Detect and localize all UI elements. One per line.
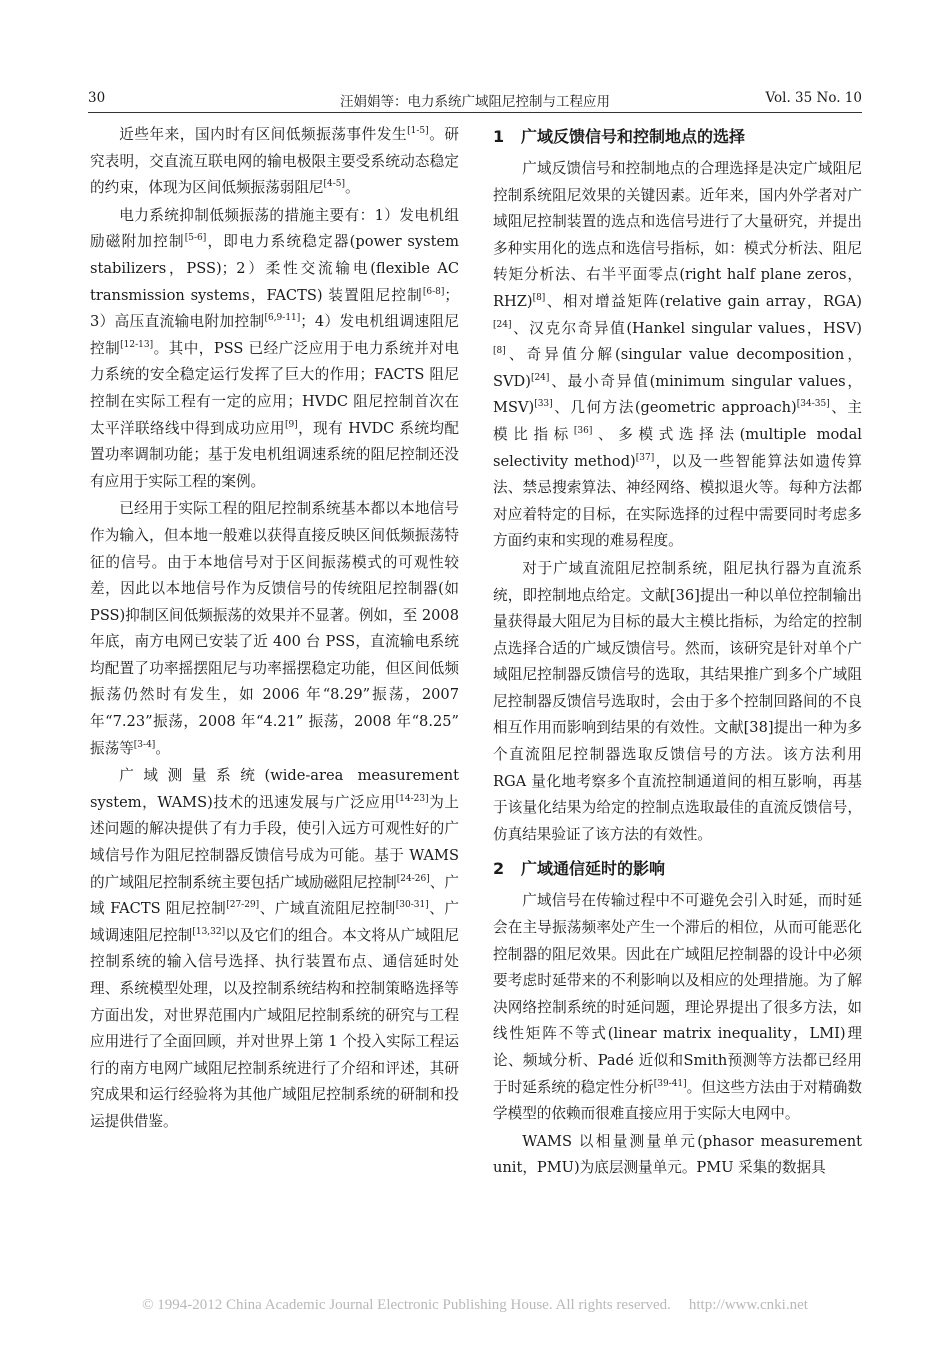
citation: [24] — [493, 319, 512, 330]
cnki-link[interactable]: http://www.cnki.net — [688, 1297, 808, 1313]
citation: [8] — [532, 292, 546, 303]
citation: [39-41] — [653, 1078, 687, 1089]
citation: [9] — [285, 419, 298, 430]
section-heading-1: 1 广域反馈信号和控制地点的选择 — [493, 127, 746, 146]
citation: [1-5] — [407, 126, 429, 136]
citation: [14-23] — [395, 793, 429, 804]
copyright-footer — [0, 1297, 950, 1314]
right-column — [493, 122, 862, 1183]
citation: [24] — [530, 372, 550, 383]
running-title: 汪娟娟等：电力系统广域阻尼控制与工程应用 — [340, 94, 610, 110]
citation: [5-6] — [184, 233, 207, 244]
left-column — [90, 122, 459, 1137]
paragraph: 对于广域直流阻尼控制系统，阻尼执行器为直流系统，即控制地点给定。文献[36]提出一种以单位控制输出量获得最大阻尼为目标的最大主模比指标，为给定的控制点选择合适的广域反馈信号。然而，该研究是针对单个广域阻尼控制器反馈信号的选取，其结果推广到多个广域阻尼控制器反馈信号选取时，会由于多个控制回路间的不良相互作用而影响到结果的有效性。文献[38]提出一种为多个直流阻尼控制器选取反馈信号的方法。该方法利用 RGA 量化地考察多个直流控制通道间的相互影响，再基于该量化结果为给定的控制点选取最佳的直流反馈信号，仿真结果验证了该方法的有效性。 — [493, 559, 862, 843]
citation: [27-29] — [226, 900, 260, 911]
citation: [4-5] — [323, 179, 346, 190]
citation: [8] — [493, 346, 506, 357]
citation: [37] — [635, 452, 655, 463]
citation: [24-26] — [396, 873, 430, 884]
citation: [13,32] — [192, 926, 226, 937]
paragraph: 广域测量系统(wide-area measurement system，WAMS)技术的迅速发展与广泛应用[14-23]为上述问题的解决提供了有力手段，使引入远方可观性好的广域信号作为阻尼控制器反馈信号成为可能。基于 WAMS 的广域阻尼控制系统主要包括广域励磁阻尼控制[24-26]、广域 FACTS 阻尼控制[27-29]、广域直流阻尼控制[30-31]、广域调速阻尼控制[13,32]以及它们的组合。本文将从广域阻尼控制系统的输入信号选择、执行装置布点、通信延时处理、系统模型处理，以及控制系统结构和控制策略选择等方面出发，对世界范围内广域阻尼控制系统的研究与工程应用进行了全面回顾，并对世界上第 1 个投入实际工程运行的南方电网广域阻尼控制系统进行了介绍和评述，其研究成果和运行经验将为其他广域阻尼控制系统的研制和投运提供借鉴。 — [90, 767, 459, 1130]
volume-issue: Vol. 35 No. 10 — [765, 90, 862, 106]
citation: [3-4] — [133, 739, 156, 750]
citation: [12-13] — [120, 339, 154, 350]
paragraph: WAMS 以相量测量单元(phasor measurement unit，PMU)为底层测量单元。PMU 采集的数据具 — [493, 1132, 862, 1177]
citation: [30-31] — [395, 900, 429, 911]
citation: [34-35] — [796, 399, 830, 410]
paragraph: 已经用于实际工程的阻尼控制系统基本都以本地信号作为输入，但本地一般难以获得直接反映区间低频振荡特征的信号。由于本地信号对于区间振荡模式的可观性较差，因此以本地信号作为反馈信号的传统阻尼控制器(如 PSS)抑制区间低频振荡的效果并不显著。例如，至 2008 年底，南方电网已安装了近 400 台 PSS，直流输电系统均配置了功率摇摆阻尼与功率摇摆稳定功能，但区间低频振荡仍然时有发生，如 2006 年“8.29”振荡，2007 年“7.23”振荡，2008 年“4.21” 振荡，2008 年“8.25” 振荡等[3-4]。 — [90, 500, 459, 757]
citation: [6,9-11] — [264, 313, 301, 324]
citation: [6-8] — [422, 286, 445, 297]
copyright-text: © 1994-2012 China Academic Journal Electronic Publishing House. All rights reserved. — [142, 1297, 671, 1313]
paragraph: 近些年来，国内时有区间低频振荡事件发生[1-5]。研究表明，交直流互联电网的输电极限主要受系统动态稳定的约束，体现为区间低频振荡弱阻尼[4-5]。 — [90, 126, 459, 197]
section-heading-2: 2 广域通信延时的影响 — [493, 859, 666, 879]
page-number: 30 — [88, 90, 106, 106]
paragraph: 广域信号在传输过程中不可避免会引入时延，而时延会在主导振荡频率处产生一个滞后的相位，从而可能恶化控制器的阻尼效果。因此在广域阻尼控制器的设计中必须要考虑时延带来的不利影响以及相应的处理措施。为了解决网络控制系统的时延问题，理论界提出了很多方法，如线性矩阵不等式(linear matrix inequality，LMI)理论、频域分析、Padé 近似和Smith预测等方法都已经用于时延系统的稳定性分析[39-41]。但这些方法由于对精确数学模型的依赖而很难直接应用于实际大电网中。 — [493, 892, 862, 1123]
paragraph: 广域反馈信号和控制地点的合理选择是决定广域阻尼控制系统阻尼效果的关键因素。近年来，国内外学者对广域阻尼控制装置的选点和选信号进行了大量研究，并提出多种实用化的选点和选信号指标，如：模式分析法、阻尼转矩分析法、右半平面零点(right half plane zeros，RHZ)[8]、相对增益矩阵(relative gain array，RGA)[24]、汉克尔奇异值(Hankel singular values，HSV)[8]、奇异值分解(singular value decomposition，SVD)[24]、最小奇异值(minimum singular values，MSV)[33]、几何方法(geometric approach)[34-35]、主模比指标[36]、多模式选择法(multiple modal selectivity method)[37]，以及一些智能算法如遗传算法、禁忌搜索算法、神经网络、模拟退火等。每种方法都对应着特定的目标，在实际选择的过程中需要同时考虑多方面约束和实现的难易程度。 — [493, 160, 862, 550]
citation: [33] — [534, 399, 553, 410]
running-header — [88, 86, 862, 113]
paragraph: 电力系统抑制低频振荡的措施主要有：1）发电机组励磁附加控制[5-6]，即电力系统稳定器(power system stabilizers，PSS)；2）柔性交流输电(flexible AC transmission systems，FACTS) 装置阻尼控制[6-8]；3）高压直流输电附加控制[6,9-11]；4）发电机组调速阻尼控制[12-13]。其中，PSS 已经广泛应用于电力系统并对电力系统的安全稳定运行发挥了巨大的作用；FACTS 阻尼控制在实际工程有一定的应用；HVDC 阻尼控制首次在太平洋联络线中得到成功应用[9]，现有 HVDC 系统均配置功率调制功能；基于发电机组调速系统的阻尼控制还没有应用于实际工程的案例。 — [90, 206, 459, 490]
citation: [36] — [573, 425, 593, 436]
